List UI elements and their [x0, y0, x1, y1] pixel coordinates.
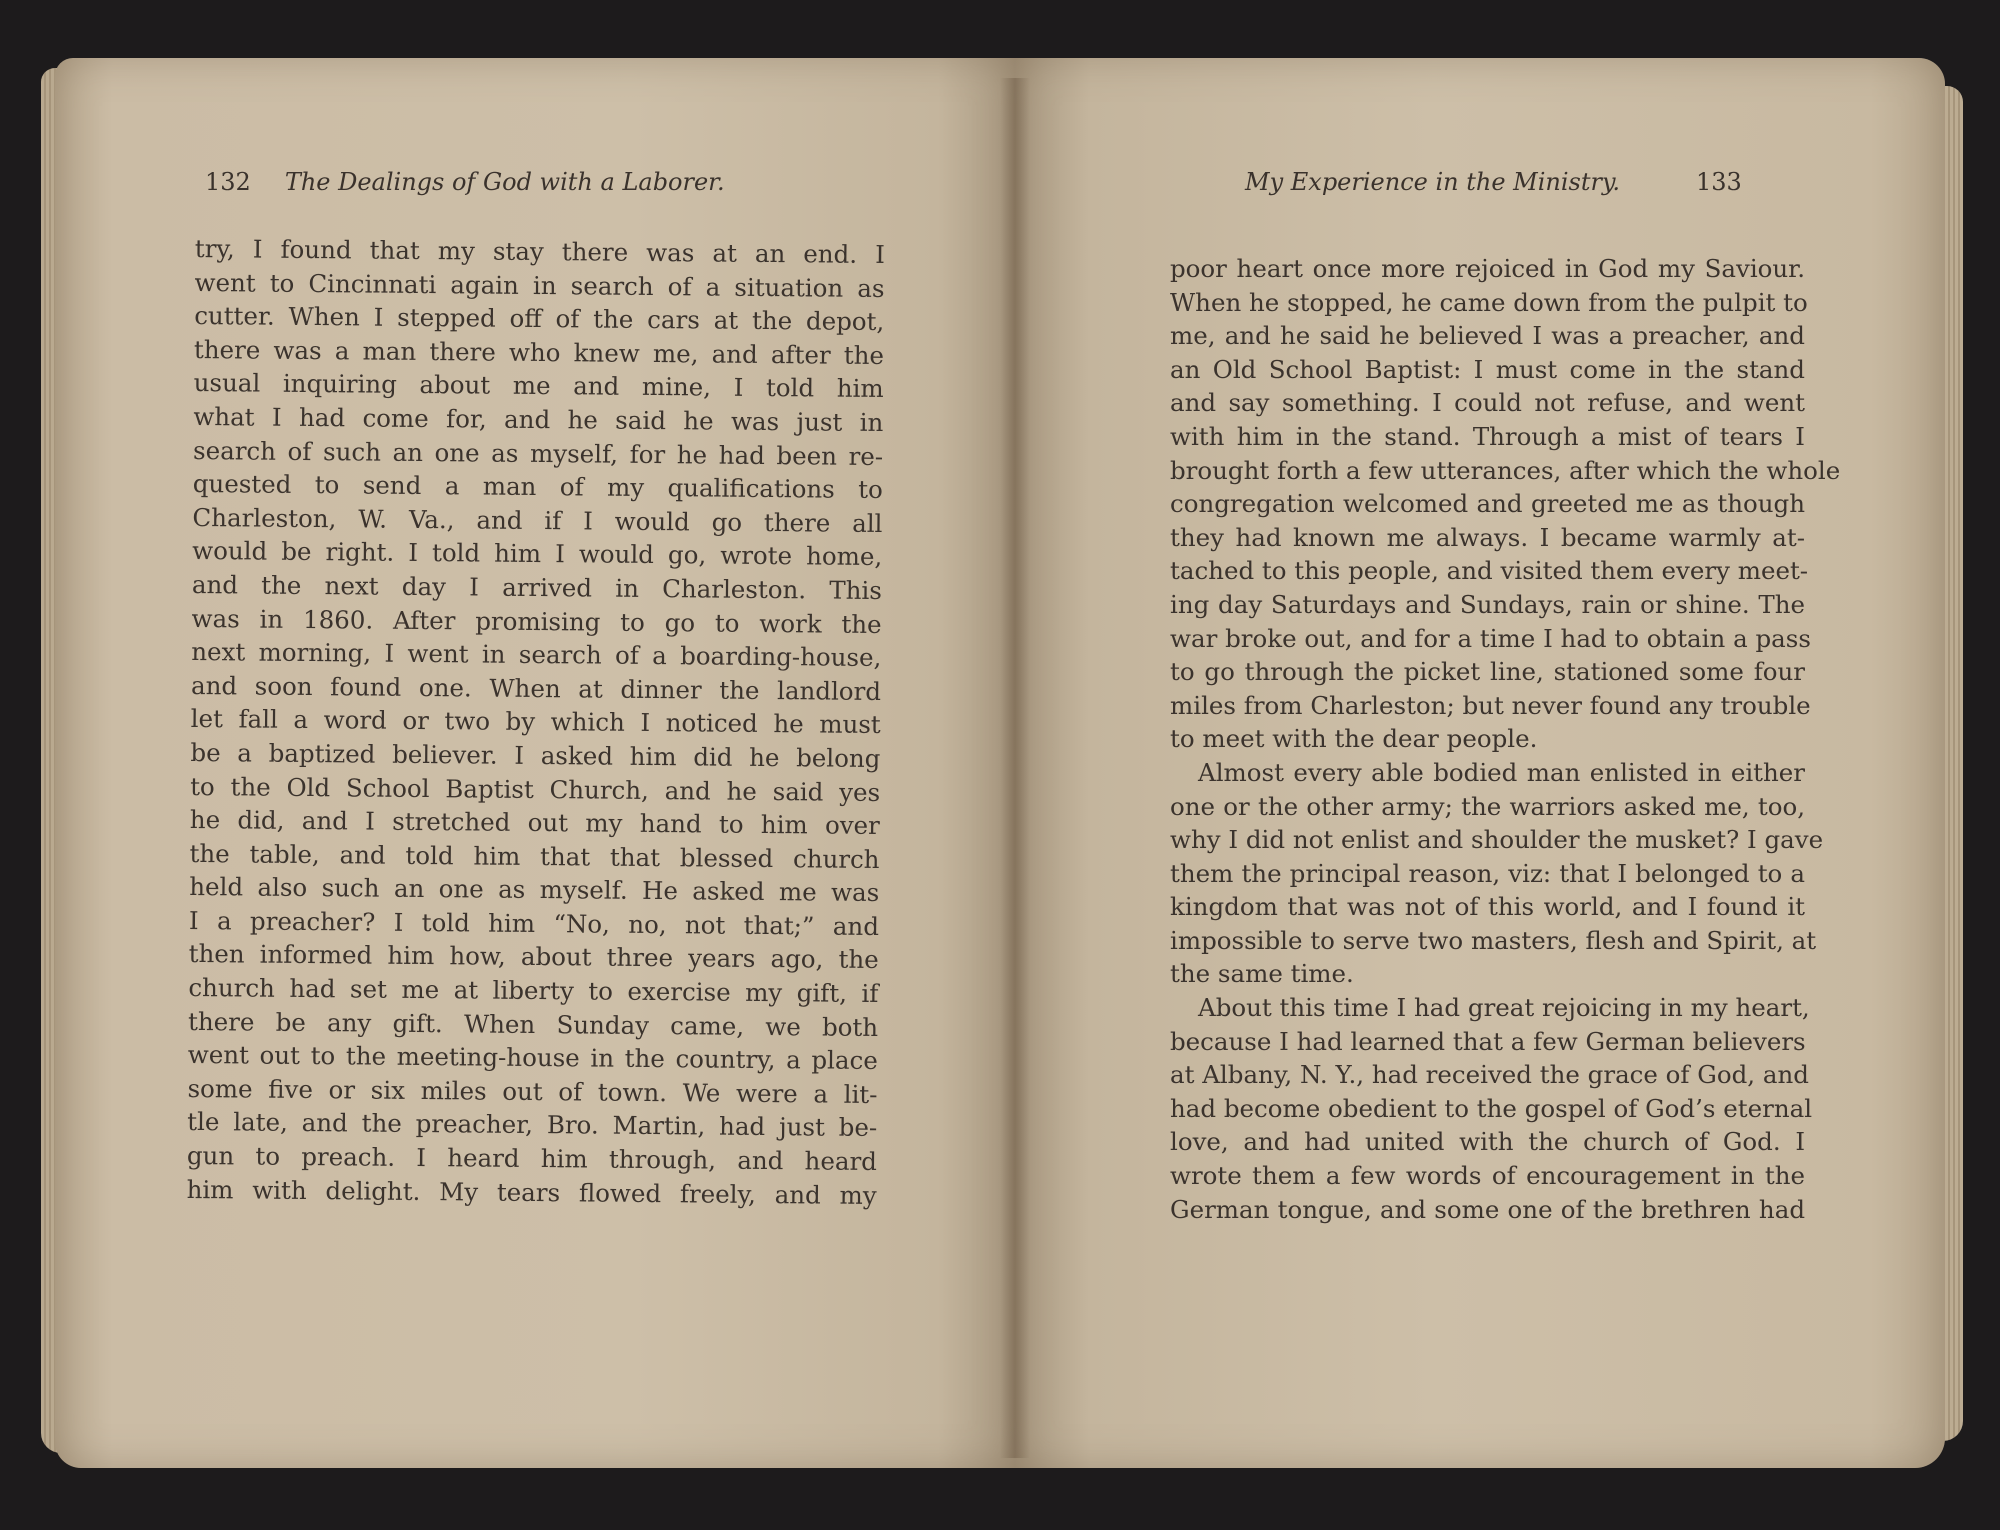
text-line: them the principal reason, viz: that I belonged to a [1170, 858, 1805, 888]
text-line: then informed him how, about three years ago, the [188, 939, 879, 975]
text-line: wrote them a few words of encouragement in the [1170, 1161, 1805, 1191]
book-gutter [1000, 78, 1030, 1458]
text-line: and say something. I could not refuse, and went [1170, 388, 1805, 418]
right-running-title: My Experience in the Ministry. [1245, 168, 1620, 196]
text-line: cutter. When I stepped off of the cars at the depot, [194, 301, 885, 337]
text-line: Almost every able bodied man enlisted in either [1198, 757, 1805, 787]
text-line: and soon found one. When at dinner the landlord [190, 670, 882, 706]
text-line: brought forth a few utterances, after which the whole [1170, 455, 1841, 485]
right-page-number: 133 [1695, 168, 1742, 196]
text-line: impossible to serve two masters, flesh and Spirit, at [1170, 925, 1817, 955]
text-line: congregation welcomed and greeted me as though [1170, 489, 1805, 519]
text-line: they had known me always. I became warmly at- [1170, 522, 1805, 552]
text-line: church had set me at liberty to exercise my gift, if [188, 973, 879, 1009]
text-line: at Albany, N. Y., had received the grace of God, and [1170, 1060, 1809, 1090]
text-line: love, and had united with the church of God. I [1170, 1127, 1805, 1157]
right-page-text [1170, 252, 1841, 1226]
text-line: let fall a word or two by which I noticed he must [190, 704, 881, 740]
text-line: what I had come for, and he said he was just in [193, 401, 884, 437]
text-line: and the next day I arrived in Charleston. This [191, 569, 883, 605]
text-line: went to Cincinnati again in search of a situation as [194, 267, 885, 303]
text-line: why I did not enlist and shoulder the musket? I gave [1170, 825, 1824, 855]
text-line: poor heart once more rejoiced in God my Saviour. [1170, 254, 1805, 283]
text-line: he did, and I stretched out my hand to him over [189, 805, 880, 841]
text-line: me, and he said he believed I was a preacher, and [1170, 321, 1805, 351]
text-line: usual inquiring about me and mine, I told him [193, 368, 884, 404]
text-line: some five or six miles out of town. We were a lit- [187, 1073, 878, 1109]
text-line: gun to preach. I heard him through, and heard [186, 1140, 878, 1177]
text-line: war broke out, and for a time I had to obtain a pass [1170, 623, 1811, 653]
text-line: him with delight. My tears flowed freely, and my [186, 1174, 877, 1210]
text-line: to meet with the dear people. [1170, 724, 1538, 754]
left-running-title: The Dealings of God with a Laborer. [284, 168, 725, 196]
text-line: miles from Charleston; but never found any trouble [1170, 690, 1811, 720]
text-line: had become obedient to the gospel of God’s eternal [1170, 1093, 1813, 1123]
left-page-number: 132 [205, 168, 251, 196]
text-line: be a baptized believer. I asked him did he belong [190, 737, 881, 773]
text-line: ing day Saturdays and Sundays, rain or shine. The [1170, 589, 1805, 619]
text-line: tle late, and the preacher, Bro. Martin, had just be- [187, 1107, 878, 1143]
left-running-head [205, 168, 725, 196]
text-line: went out to the meeting-house in the country, a place [187, 1040, 878, 1076]
text-line: next morning, I went in search of a boarding-house, [191, 637, 882, 673]
text-line: try, I found that my stay there was at an end. I [194, 233, 885, 270]
text-line: the same time. [1170, 959, 1354, 989]
text-line: kingdom that was not of this world, and I found it [1170, 892, 1805, 922]
text-line: would be right. I told him I would go, wrote home, [192, 536, 883, 572]
text-line: the table, and told him that that blessed church [189, 838, 880, 874]
text-line: with him in the stand. Through a mist of tears I [1170, 421, 1805, 451]
text-line: there was a man there who knew me, and after the [193, 334, 885, 370]
text-line: quested to send a man of my qualifications to [192, 469, 883, 505]
text-line: to the Old School Baptist Church, and he said yes [190, 771, 881, 807]
text-line: I a preacher? I told him “No, no, not that;” and [188, 905, 880, 941]
text-line: held also such an one as myself. He asked me was [189, 872, 880, 908]
right-running-head [1245, 168, 1742, 196]
text-line: was in 1860. After promising to go to work the [191, 603, 882, 639]
text-line: When he stopped, he came down from the pulpit to [1170, 287, 1808, 317]
text-line: one or the other army; the warriors asked me, too, [1170, 791, 1805, 821]
text-line: search of such an one as myself, for he had been re- [192, 435, 884, 471]
text-line: Charleston, W. Va., and if I would go there all [192, 502, 883, 538]
text-line: to go through the picket line, stationed some four [1170, 657, 1805, 687]
left-page-text [186, 232, 884, 1212]
text-line: because I had learned that a few German believers [1170, 1026, 1806, 1056]
text-line: an Old School Baptist: I must come in the stand [1170, 354, 1805, 384]
text-line: tached to this people, and visited them every meet- [1170, 556, 1809, 586]
text-line: German tongue, and some one of the brethren had [1170, 1194, 1805, 1224]
text-line: there be any gift. When Sunday came, we both [187, 1006, 879, 1042]
text-line: About this time I had great rejoicing in my heart, [1198, 993, 1810, 1023]
